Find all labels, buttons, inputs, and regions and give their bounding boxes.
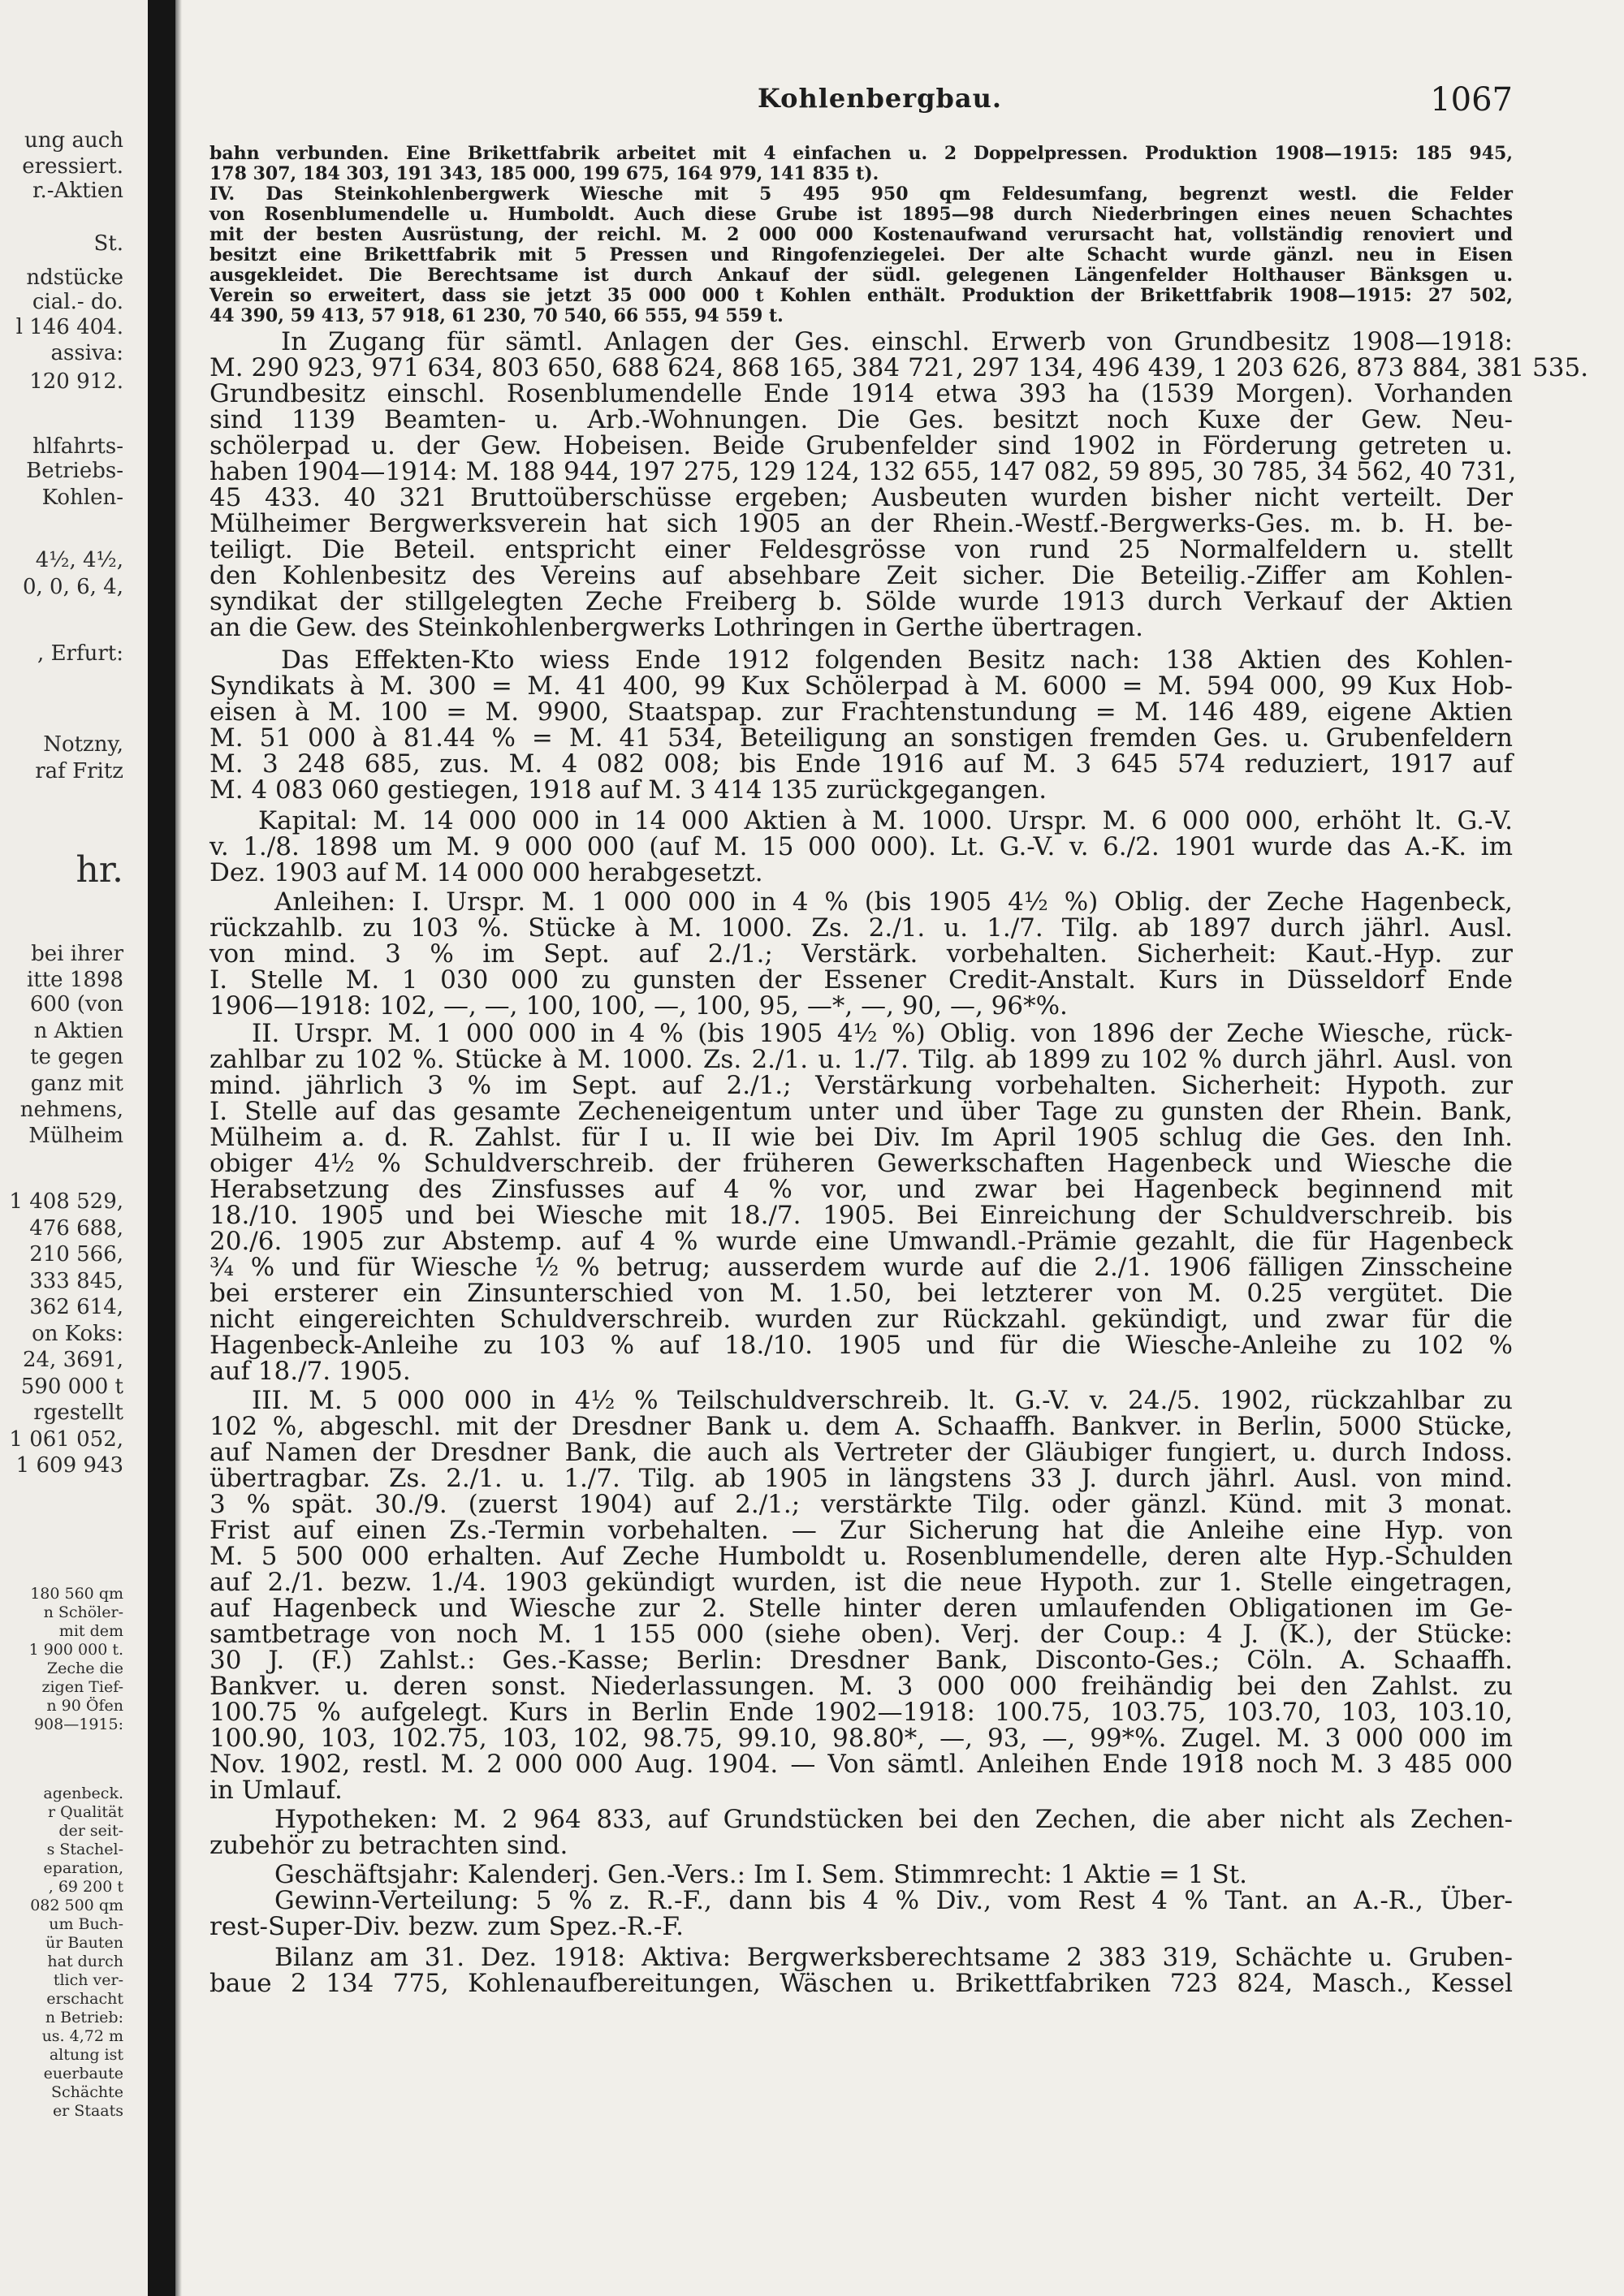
adjacent-page-line: erschacht bbox=[46, 1990, 123, 2008]
text-line: in Umlauf. bbox=[209, 1776, 343, 1805]
adjacent-page-line: ür Bauten bbox=[45, 1934, 123, 1952]
text-line: schölerpad u. der Gew. Hobeisen. Beide Grubenfelder sind 1902 in Förderung getreten u. bbox=[209, 431, 1513, 460]
text-line: In Zugang für sämtl. Anlagen der Ges. einschl. Erwerb von Grundbesitz 1908—1918: bbox=[281, 327, 1513, 356]
adjacent-page-line: agenbeck. bbox=[43, 1785, 123, 1802]
adjacent-page-line: eparation, bbox=[43, 1859, 123, 1877]
adjacent-page-line: Betriebs- bbox=[26, 459, 123, 483]
text-line: zahlbar zu 102 %. Stücke à M. 1000. Zs. 2./1. u. 1./7. Tilg. ab 1899 zu 102 % durch jährl. Ausl. von bbox=[209, 1045, 1513, 1074]
text-line: I. Stelle M. 1 030 000 zu gunsten der Essener Credit-Anstalt. Kurs in Düsseldorf Ende bbox=[209, 965, 1513, 995]
adjacent-page-line: r.-Aktien bbox=[32, 179, 123, 203]
text-line: bahn verbunden. Eine Brikettfabrik arbeitet mit 4 einfachen u. 2 Doppelpressen. Produktion 1908—1915: 185 945, bbox=[209, 143, 1513, 164]
adjacent-page-line: eressiert. bbox=[22, 154, 123, 179]
text-line: Frist auf einen Zs.-Termin vorbehalten. — Zur Sicherung hat die Anleihe eine Hyp. von bbox=[209, 1516, 1513, 1545]
adjacent-page-line: hat durch bbox=[47, 1953, 123, 1970]
adjacent-page-line: raf Fritz bbox=[35, 759, 123, 783]
adjacent-page-line: itte 1898 bbox=[26, 968, 123, 992]
adjacent-page-line: cial.- do. bbox=[32, 290, 123, 314]
text-line: 1906—1918: 102, —, —, 100, 100, —, 100, 95, —*, —, 90, —, 96*%. bbox=[209, 991, 1068, 1021]
text-line: teiligt. Die Beteil. entspricht einer Feldesgrösse von rund 25 Normalfeldern u. stellt bbox=[209, 535, 1513, 564]
adjacent-page-line: Zeche die bbox=[46, 1659, 123, 1677]
text-line: Mülheim a. d. R. Zahlst. für I u. II wie bei Div. Im April 1905 schlug die Ges. den Inh. bbox=[209, 1123, 1513, 1152]
text-line: M. 4 083 060 gestiegen, 1918 auf M. 3 414 135 zurückgegangen. bbox=[209, 775, 1047, 805]
text-line: IV. Das Steinkohlenbergwerk Wiesche mit 5 495 950 qm Feldesumfang, begrenzt westl. die Felder bbox=[209, 183, 1513, 205]
text-line: Mülheimer Bergwerksverein hat sich 1905 an der Rhein.-Westf.-Bergwerks-Ges. m. b. H. be- bbox=[209, 509, 1513, 538]
adjacent-page-line: 180 560 qm bbox=[30, 1585, 123, 1603]
text-line: 100.75 % aufgelegt. Kurs in Berlin Ende 1902—1918: 100.75, 103.75, 103.70, 103, 103.10, bbox=[209, 1698, 1513, 1727]
adjacent-page-line: ndstücke bbox=[26, 265, 123, 290]
adjacent-page-line: Schächte bbox=[51, 2083, 123, 2101]
text-line: Geschäftsjahr: Kalenderj. Gen.-Vers.: Im I. Sem. Stimmrecht: 1 Aktie = 1 St. bbox=[274, 1860, 1248, 1889]
adjacent-page-line: n Schöler- bbox=[43, 1603, 123, 1621]
adjacent-page-line: 210 566, bbox=[29, 1242, 123, 1267]
text-line: ausgekleidet. Die Berechtsame ist durch Ankauf der südl. gelegenen Längenfelder Holthauser Bänksgen u. bbox=[209, 265, 1513, 286]
text-line: auf Hagenbeck und Wiesche zur 2. Stelle hinter deren umlaufenden Obligationen im Ge- bbox=[209, 1594, 1513, 1623]
text-line: auf 2./1. bezw. 1./4. 1903 gekündigt wurden, ist die neue Hypoth. zur 1. Stelle eingetragen, bbox=[209, 1568, 1513, 1597]
text-line: Bilanz am 31. Dez. 1918: Aktiva: Bergwerksberechtsame 2 383 319, Schächte u. Gruben- bbox=[274, 1943, 1513, 1972]
adjacent-page-line: altung ist bbox=[49, 2046, 123, 2064]
text-line: 178 307, 184 303, 191 343, 185 000, 199 675, 164 979, 141 835 t). bbox=[209, 163, 879, 184]
text-line: 18./10. 1905 und bei Wiesche mit 18./7. 1905. Bei Einreichung der Schuldverschreib. bis bbox=[209, 1201, 1513, 1230]
text-line: 3 % spät. 30./9. (zuerst 1904) auf 2./1.; verstärkte Tilg. oder gänzl. Künd. mit 3 monat. bbox=[209, 1490, 1513, 1519]
adjacent-page-line: s Stachel- bbox=[46, 1841, 123, 1858]
adjacent-page-line: r Qualität bbox=[47, 1803, 123, 1821]
adjacent-page-line: te gegen bbox=[30, 1045, 123, 1069]
adjacent-page-line: rgestellt bbox=[33, 1400, 123, 1425]
adjacent-page-line: tlich ver- bbox=[53, 1971, 123, 1989]
adjacent-page-line: hlfahrts- bbox=[32, 434, 123, 459]
text-line: mind. jährlich 3 % im Sept. auf 2./1.; Verstärkung vorbehalten. Sicherheit: Hypoth. zur bbox=[209, 1071, 1513, 1100]
adjacent-page-line: 1 061 052, bbox=[9, 1427, 123, 1452]
adjacent-page-line: 908—1915: bbox=[33, 1716, 123, 1733]
text-line: von Rosenblumendelle u. Humboldt. Auch diese Grube ist 1895—98 durch Niederbringen eines neuen Schachtes bbox=[209, 204, 1513, 225]
text-line: M. 51 000 à 81.44 % = M. 41 534, Beteiligung an sonstigen fremden Ges. u. Grubenfeldern bbox=[209, 723, 1513, 753]
adjacent-page-line: nehmens, bbox=[19, 1098, 123, 1122]
text-line: auf 18./7. 1905. bbox=[209, 1357, 411, 1386]
adjacent-page-line: 590 000 t bbox=[20, 1375, 123, 1399]
adjacent-page-line: 362 614, bbox=[29, 1295, 123, 1319]
adjacent-page-line: bei ihrer bbox=[31, 942, 123, 966]
adjacent-page-line: ung auch bbox=[24, 128, 123, 153]
text-line: zubehör zu betrachten sind. bbox=[209, 1831, 568, 1860]
text-line: mit der besten Ausrüstung, der reichl. M. 2 000 000 Kostenaufwand verursacht hat, vollständig renoviert und bbox=[209, 224, 1513, 245]
text-line: III. M. 5 000 000 in 4½ % Teilschuldverschreib. lt. G.-V. v. 24./5. 1902, rückzahlbar zu bbox=[252, 1386, 1513, 1415]
text-line: 44 390, 59 413, 57 918, 61 230, 70 540, 66 555, 94 559 t. bbox=[209, 305, 784, 326]
text-line: Anleihen: I. Urspr. M. 1 000 000 in 4 % (bis 1905 4½ %) Oblig. der Zeche Hagenbeck, bbox=[274, 887, 1513, 917]
adjacent-page-line: assiva: bbox=[50, 341, 123, 365]
adjacent-page-line: 1 900 000 t. bbox=[28, 1641, 123, 1659]
adjacent-page-line: 120 912. bbox=[29, 369, 123, 394]
text-line: M. 5 500 000 erhalten. Auf Zeche Humboldt u. Rosenblumendelle, deren alte Hyp.-Schulden bbox=[209, 1542, 1513, 1571]
adjacent-page-line: , 69 200 t bbox=[48, 1878, 123, 1896]
page-binding bbox=[148, 0, 175, 2296]
adjacent-page-column bbox=[0, 0, 148, 2296]
text-line: Hypotheken: M. 2 964 833, auf Grundstücken bei den Zechen, die aber nicht als Zechen- bbox=[274, 1805, 1513, 1834]
text-line: auf Namen der Dresdner Bank, die auch als Vertreter der Gläubiger fungiert, u. durch Indoss. bbox=[209, 1438, 1513, 1467]
adjacent-page-line: euerbaute bbox=[43, 2065, 123, 2082]
adjacent-page-line: l 146 404. bbox=[15, 315, 123, 339]
text-line: 45 433. 40 321 Bruttoüberschüsse ergeben; Ausbeuten wurden bisher nicht verteilt. Der bbox=[209, 483, 1513, 512]
adjacent-page-line: zigen Tief- bbox=[41, 1678, 123, 1696]
text-line: syndikat der stillgelegten Zeche Freiberg b. Sölde wurde 1913 durch Verkauf der Aktien bbox=[209, 587, 1513, 616]
text-line: Das Effekten-Kto wiess Ende 1912 folgenden Besitz nach: 138 Aktien des Kohlen- bbox=[281, 645, 1513, 675]
text-line: 100.90, 103, 102.75, 103, 102, 98.75, 99.10, 98.80*, —, 93, —, 99*%. Zugel. M. 3 000 000 im bbox=[209, 1724, 1513, 1753]
text-line: II. Urspr. M. 1 000 000 in 4 % (bis 1905 4½ %) Oblig. von 1896 der Zeche Wiesche, rück- bbox=[252, 1019, 1513, 1048]
adjacent-page-line: 476 688, bbox=[29, 1216, 123, 1241]
adjacent-page-line: us. 4,72 m bbox=[41, 2027, 123, 2045]
text-line: an die Gew. des Steinkohlenbergwerks Lothringen in Gerthe übertragen. bbox=[209, 613, 1143, 642]
adjacent-page-line: n Betrieb: bbox=[45, 2009, 123, 2026]
text-line: von mind. 3 % im Sept. auf 2./1.; Verstärk. vorbehalten. Sicherheit: Kaut.-Hyp. zur bbox=[209, 939, 1513, 969]
text-line: Kapital: M. 14 000 000 in 14 000 Aktien à M. 1000. Urspr. M. 6 000 000, erhöht lt. G.-V. bbox=[258, 806, 1513, 835]
adjacent-page-line: Notzny, bbox=[43, 732, 123, 757]
text-line: haben 1904—1914: M. 188 944, 197 275, 129 124, 132 655, 147 082, 59 895, 30 785, 34 562, 40 731, bbox=[209, 457, 1517, 486]
binding-shadow bbox=[175, 0, 182, 2296]
adjacent-page-line: 1 408 529, bbox=[9, 1189, 123, 1214]
adjacent-page-line: hr. bbox=[76, 849, 123, 891]
text-line: rückzahlb. zu 103 %. Stücke à M. 1000. Zs. 2./1. u. 1./7. Tilg. ab 1897 durch jährl. Ausl. bbox=[209, 913, 1513, 943]
text-line: v. 1./8. 1898 um M. 9 000 000 (auf M. 15 000 000). Lt. G.-V. v. 6./2. 1901 wurde das A.-K. im bbox=[209, 832, 1513, 861]
adjacent-page-line: um Buch- bbox=[49, 1915, 123, 1933]
text-line: sind 1139 Beamten- u. Arb.-Wohnungen. Die Ges. besitzt noch Kuxe der Gew. Neu- bbox=[209, 405, 1513, 434]
text-line: baue 2 134 775, Kohlenaufbereitungen, Wäschen u. Brikettfabriken 723 824, Masch., Kessel bbox=[209, 1969, 1513, 1998]
text-line: Verein so erweitert, dass sie jetzt 35 000 000 t Kohlen enthält. Produktion der Brikettfabrik 1908—1915: 27 502, bbox=[209, 285, 1513, 306]
adjacent-page-line: 0, 0, 6, 4, bbox=[22, 575, 123, 599]
adjacent-page-line: mit dem bbox=[58, 1622, 123, 1640]
text-line: Hagenbeck-Anleihe zu 103 % auf 18./10. 1905 und für die Wiesche-Anleihe zu 102 % bbox=[209, 1331, 1513, 1360]
text-line: übertragbar. Zs. 2./1. u. 1./7. Tilg. ab 1905 in längstens 33 J. durch jährl. Ausl. von mind. bbox=[209, 1464, 1513, 1493]
adjacent-page-line: ganz mit bbox=[30, 1072, 123, 1096]
page-body bbox=[209, 0, 1589, 2296]
adjacent-page-line: der seit- bbox=[58, 1822, 123, 1840]
text-line: Dez. 1903 auf M. 14 000 000 herabgesetzt. bbox=[209, 858, 763, 887]
text-line: M. 290 923, 971 634, 803 650, 688 624, 868 165, 384 721, 297 134, 496 439, 1 203 626, 873 884, 381 535. bbox=[209, 353, 1589, 382]
text-line: ¾ % und für Wiesche ½ % betrug; ausserdem wurde auf die 2./1. 1906 fälligen Zinsscheine bbox=[209, 1253, 1513, 1282]
text-line: eisen à M. 100 = M. 9900, Staatspap. zur Frachtenstundung = M. 146 489, eigene Aktien bbox=[209, 697, 1513, 727]
adjacent-page-line: 4½, 4½, bbox=[35, 548, 123, 572]
adjacent-page-line: 1 609 943 bbox=[15, 1453, 123, 1478]
adjacent-page-line: St. bbox=[93, 231, 123, 256]
text-line: Herabsetzung des Zinsfusses auf 4 % vor, und zwar bei Hagenbeck beginnend mit bbox=[209, 1175, 1513, 1204]
text-line: Gewinn-Verteilung: 5 % z. R.-F., dann bis 4 % Div., vom Rest 4 % Tant. an A.-R., Über- bbox=[274, 1886, 1513, 1915]
text-line: den Kohlenbesitz des Vereins auf absehbare Zeit sicher. Die Beteilig.-Ziffer am Kohlen- bbox=[209, 561, 1513, 590]
adjacent-page-line: 24, 3691, bbox=[22, 1348, 123, 1372]
text-line: Nov. 1902, restl. M. 2 000 000 Aug. 1904. — Von sämtl. Anleihen Ende 1918 noch M. 3 485 000 bbox=[209, 1750, 1513, 1779]
text-line: Grundbesitz einschl. Rosenblumendelle Ende 1914 etwa 393 ha (1539 Morgen). Vorhanden bbox=[209, 379, 1513, 408]
text-line: Syndikats à M. 300 = M. 41 400, 99 Kux Schölerpad à M. 6000 = M. 594 000, 99 Kux Hob- bbox=[209, 671, 1513, 701]
running-head: Kohlenbergbau. bbox=[758, 83, 1002, 114]
adjacent-page-line: 082 500 qm bbox=[30, 1897, 123, 1914]
adjacent-page-line: Mülheim bbox=[28, 1124, 123, 1148]
page-number: 1067 bbox=[1430, 81, 1513, 119]
text-line: besitzt eine Brikettfabrik mit 5 Pressen und Ringofenziegelei. Der alte Schacht wurde gänzl. neu in Eisen bbox=[209, 244, 1513, 265]
text-line: samtbetrage von noch M. 1 155 000 (siehe oben). Verj. der Coup.: 4 J. (K.), der Stücke: bbox=[209, 1620, 1513, 1649]
adjacent-page-line: on Koks: bbox=[32, 1322, 123, 1346]
text-line: Bankver. u. deren sonst. Niederlassungen. M. 3 000 000 freihändig bei den Zahlst. zu bbox=[209, 1672, 1513, 1701]
text-line: M. 3 248 685, zus. M. 4 082 008; bis Ende 1916 auf M. 3 645 574 reduziert, 1917 auf bbox=[209, 749, 1513, 779]
text-line: 102 %, abgeschl. mit der Dresdner Bank u. dem A. Schaaffh. Bankver. in Berlin, 5000 Stücke, bbox=[209, 1412, 1513, 1441]
text-line: obiger 4½ % Schuldverschreib. der früheren Gewerkschaften Hagenbeck und Wiesche die bbox=[209, 1149, 1513, 1178]
adjacent-page-line: er Staats bbox=[52, 2102, 123, 2120]
adjacent-page-line: 600 (von bbox=[29, 992, 123, 1016]
adjacent-page-line: , Erfurt: bbox=[37, 641, 123, 666]
adjacent-page-line: n 90 Öfen bbox=[46, 1697, 123, 1715]
text-line: I. Stelle auf das gesamte Zecheneigentum unter und über Tage zu gunsten der Rhein. Bank, bbox=[209, 1097, 1513, 1126]
text-line: 30 J. (F.) Zahlst.: Ges.-Kasse; Berlin: Dresdner Bank, Disconto-Ges.; Cöln. A. Schaaffh. bbox=[209, 1646, 1513, 1675]
adjacent-page-line: Kohlen- bbox=[41, 486, 123, 510]
adjacent-page-line: 333 845, bbox=[29, 1269, 123, 1293]
adjacent-page-line: n Aktien bbox=[33, 1019, 123, 1043]
text-line: nicht eingereichten Schuldverschreib. wurden zur Rückzahl. gekündigt, und zwar für die bbox=[209, 1305, 1513, 1334]
text-line: rest-Super-Div. bezw. zum Spez.-R.-F. bbox=[209, 1912, 684, 1941]
text-line: bei ersterer ein Zinsunterschied von M. 1.50, bei letzterer von M. 0.25 vergütet. Die bbox=[209, 1279, 1513, 1308]
text-line: 20./6. 1905 zur Abstemp. auf 4 % wurde eine Umwandl.-Prämie gezahlt, die für Hagenbeck bbox=[209, 1227, 1513, 1256]
